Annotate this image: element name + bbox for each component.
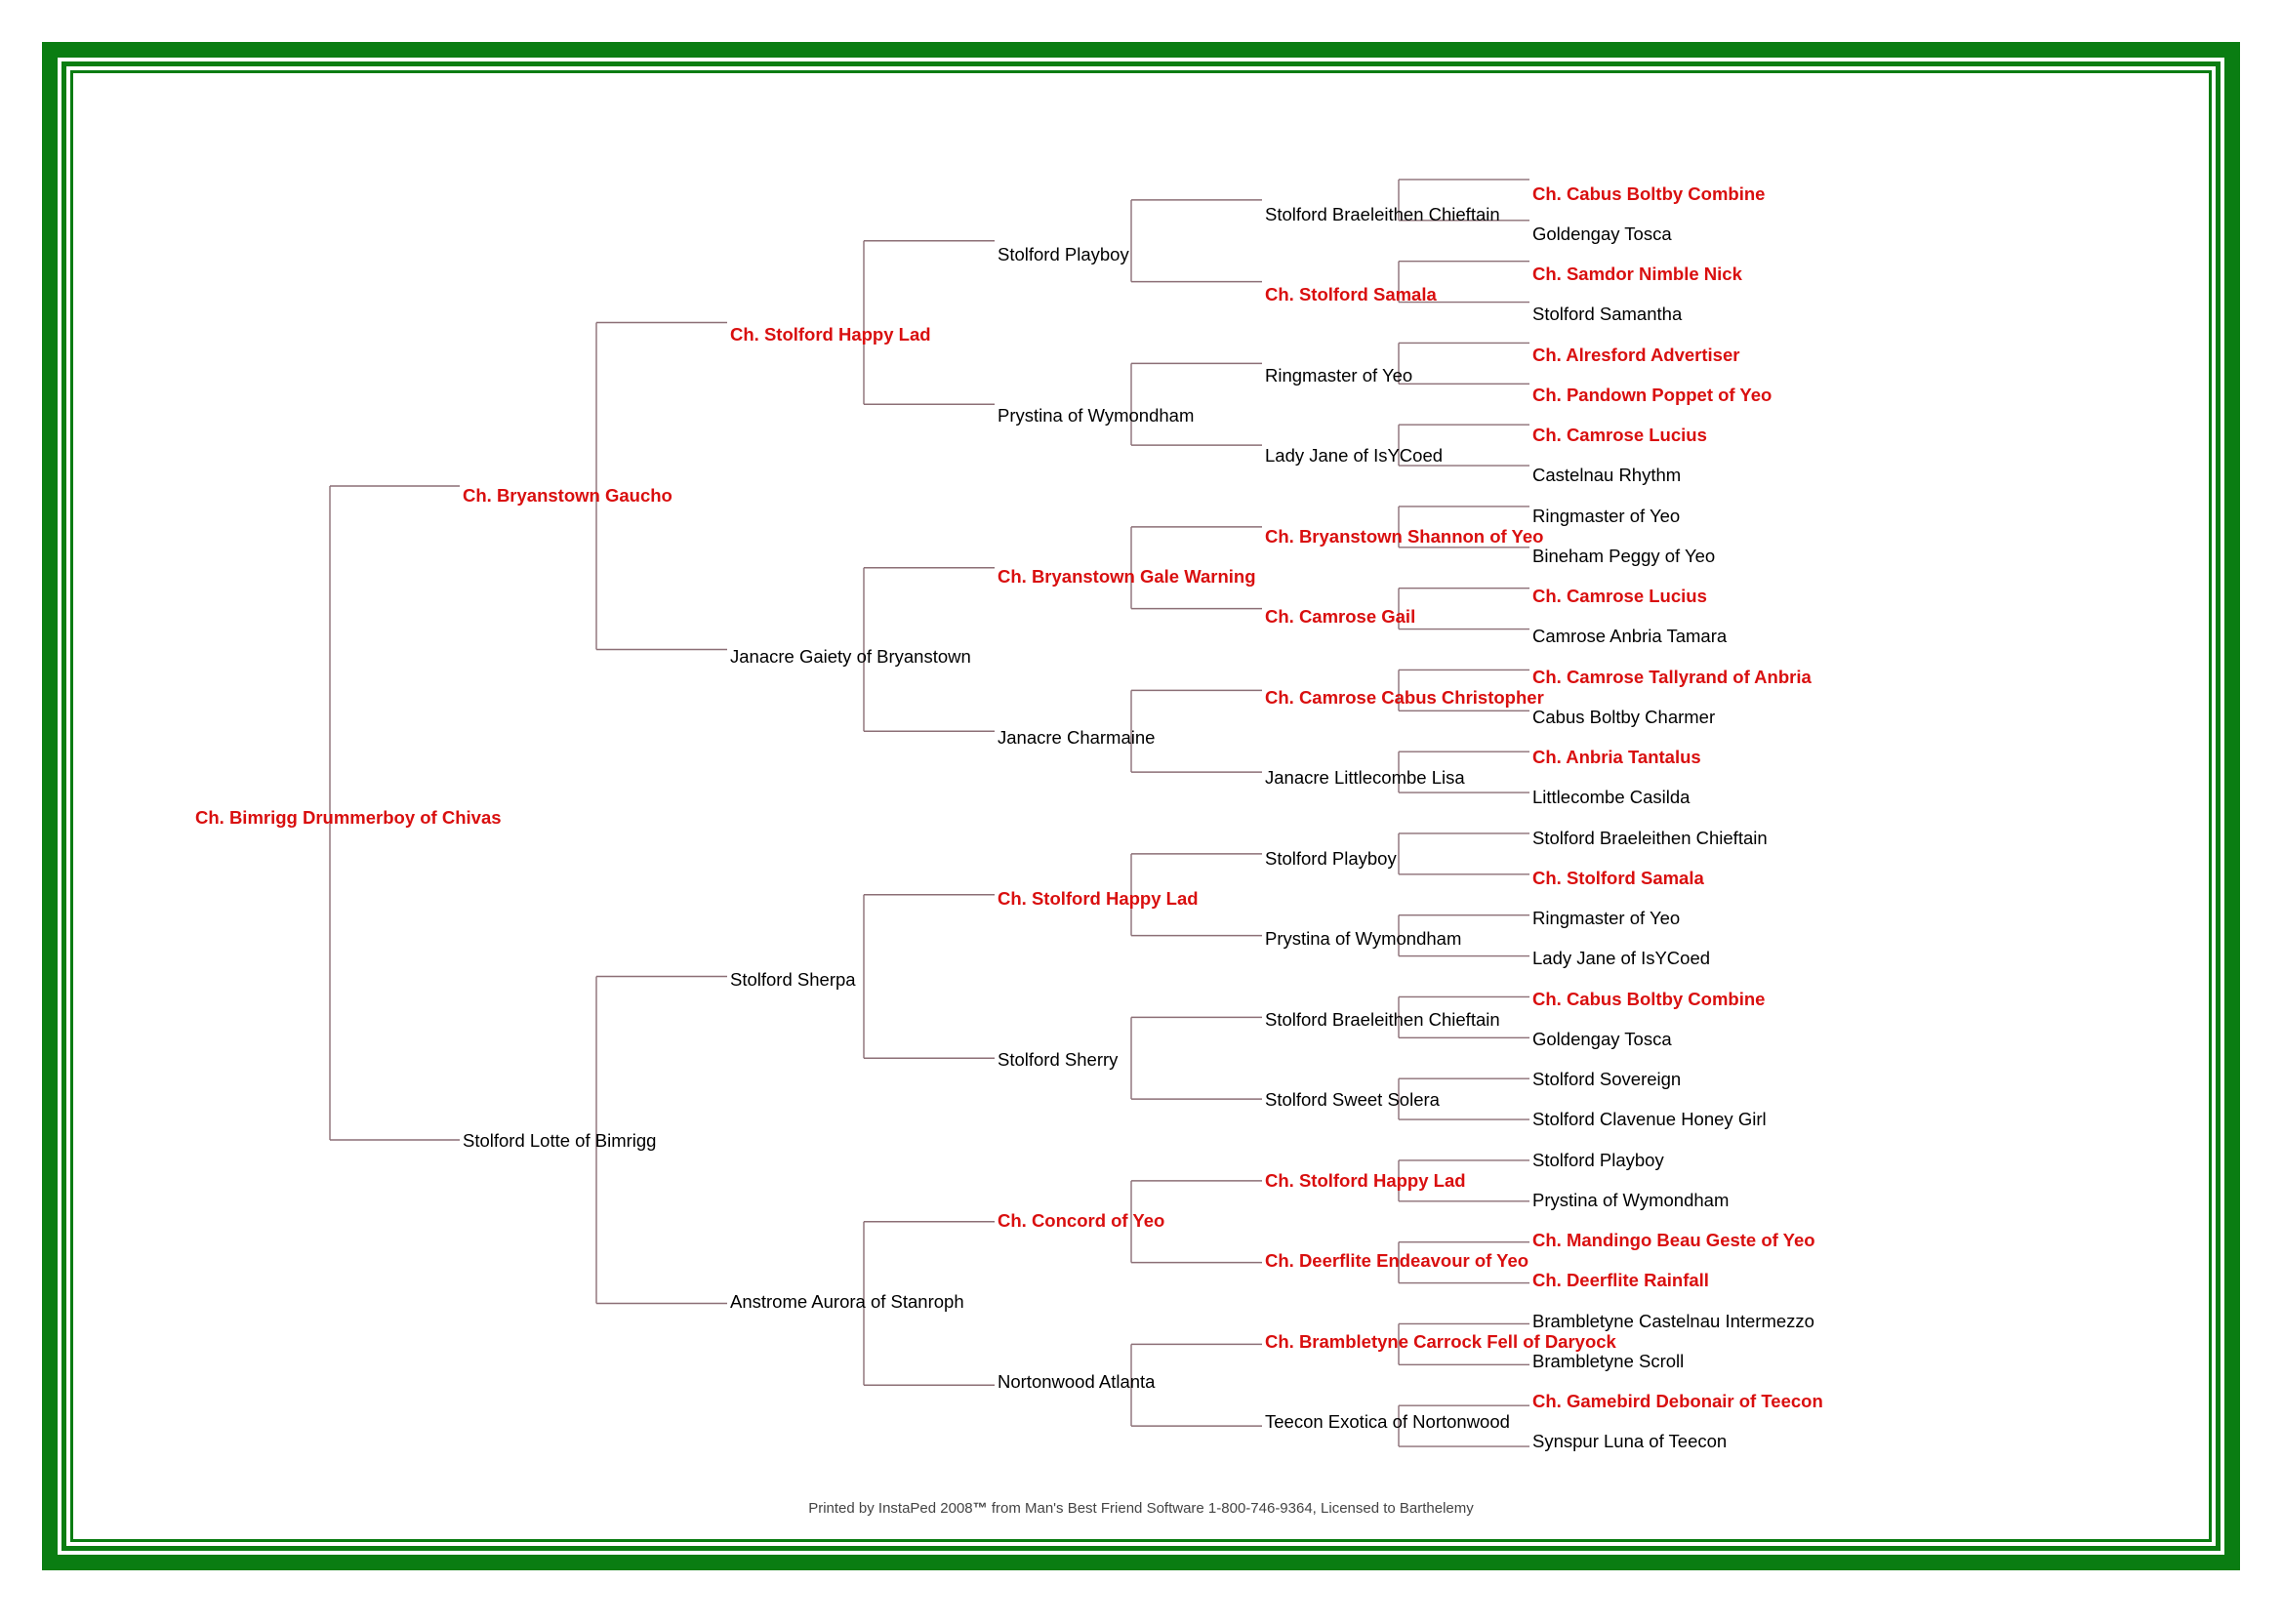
ancestor-g5-4: Lady Jane of IsYCoed <box>1265 445 1444 466</box>
ancestor-g5-13: Ch. Stolford Happy Lad <box>1265 1170 1466 1191</box>
ancestor-g6-19: Ringmaster of Yeo <box>1532 908 1681 928</box>
ancestor-g5-12: Stolford Sweet Solera <box>1265 1089 1440 1110</box>
ancestor-g6-14: Cabus Boltby Charmer <box>1532 707 1716 727</box>
ancestor-g5-2: Ch. Stolford Samala <box>1265 284 1437 304</box>
ancestor-g5-7: Ch. Camrose Cabus Christopher <box>1265 687 1544 708</box>
ancestor-g6-6: Ch. Pandown Poppet of Yeo <box>1532 385 1773 405</box>
subject-dog: Ch. Bimrigg Drummerboy of Chivas <box>195 807 502 828</box>
sire-sire: Ch. Stolford Happy Lad <box>730 324 931 345</box>
ancestor-g6-18: Ch. Stolford Samala <box>1532 868 1704 888</box>
ancestor-g4-2: Prystina of Wymondham <box>998 405 1195 426</box>
ancestor-g6-13: Ch. Camrose Tallyrand of Anbria <box>1532 667 1812 687</box>
ancestor-g6-3: Ch. Samdor Nimble Nick <box>1532 264 1742 284</box>
ancestor-g5-3: Ringmaster of Yeo <box>1265 365 1413 386</box>
ancestor-g6-29: Brambletyne Castelnau Intermezzo <box>1532 1311 1814 1331</box>
ancestor-g6-16: Littlecombe Casilda <box>1532 787 1691 807</box>
ancestor-g6-20: Lady Jane of IsYCoed <box>1532 948 1711 968</box>
ancestor-g6-2: Goldengay Tosca <box>1532 223 1672 244</box>
footer-text-before: Printed by InstaPed 2008 <box>808 1500 973 1517</box>
ancestor-g5-10: Prystina of Wymondham <box>1265 928 1462 949</box>
ancestor-g5-9: Stolford Playboy <box>1265 848 1397 869</box>
dam: Stolford Lotte of Bimrigg <box>463 1130 657 1151</box>
ancestor-g5-16: Teecon Exotica of Nortonwood <box>1265 1411 1510 1432</box>
sire: Ch. Bryanstown Gaucho <box>463 485 672 506</box>
ancestor-g6-10: Bineham Peggy of Yeo <box>1532 546 1716 566</box>
ancestor-g4-6: Stolford Sherry <box>998 1049 1119 1070</box>
ancestor-g4-5: Ch. Stolford Happy Lad <box>998 888 1199 909</box>
ancestor-g4-4: Janacre Charmaine <box>998 727 1156 748</box>
ancestor-g4-1: Stolford Playboy <box>998 244 1129 264</box>
ancestor-g6-8: Castelnau Rhythm <box>1532 465 1682 485</box>
ancestor-g6-27: Ch. Mandingo Beau Geste of Yeo <box>1532 1230 1815 1250</box>
footer-trademark: ™ <box>972 1500 988 1517</box>
ancestor-g5-15: Ch. Brambletyne Carrock Fell of Daryock <box>1265 1331 1616 1352</box>
ancestor-g6-24: Stolford Clavenue Honey Girl <box>1532 1109 1767 1129</box>
ancestor-g6-5: Ch. Alresford Advertiser <box>1532 345 1740 365</box>
ancestor-g6-32: Synspur Luna of Teecon <box>1532 1431 1728 1451</box>
ancestor-g5-5: Ch. Bryanstown Shannon of Yeo <box>1265 526 1544 547</box>
ancestor-g6-22: Goldengay Tosca <box>1532 1029 1672 1049</box>
ancestor-g5-1: Stolford Braeleithen Chieftain <box>1265 204 1500 224</box>
ancestor-g5-11: Stolford Braeleithen Chieftain <box>1265 1009 1500 1030</box>
ancestor-g6-23: Stolford Sovereign <box>1532 1069 1682 1089</box>
ancestor-g6-9: Ringmaster of Yeo <box>1532 506 1681 526</box>
ancestor-g6-28: Ch. Deerflite Rainfall <box>1532 1270 1709 1290</box>
dam-sire: Stolford Sherpa <box>730 969 856 990</box>
ancestor-g6-30: Brambletyne Scroll <box>1532 1351 1685 1371</box>
ancestor-g5-8: Janacre Littlecombe Lisa <box>1265 767 1465 788</box>
ancestor-g6-15: Ch. Anbria Tantalus <box>1532 747 1701 767</box>
ancestor-g6-25: Stolford Playboy <box>1532 1150 1664 1170</box>
ancestor-g6-12: Camrose Anbria Tamara <box>1532 626 1728 646</box>
ancestor-g6-31: Ch. Gamebird Debonair of Teecon <box>1532 1391 1823 1411</box>
ancestor-g6-26: Prystina of Wymondham <box>1532 1190 1730 1210</box>
ancestor-g4-8: Nortonwood Atlanta <box>998 1371 1156 1392</box>
ancestor-g4-3: Ch. Bryanstown Gale Warning <box>998 566 1256 587</box>
ancestor-g6-17: Stolford Braeleithen Chieftain <box>1532 828 1768 848</box>
ancestor-g6-11: Ch. Camrose Lucius <box>1532 586 1707 606</box>
ancestor-g6-1: Ch. Cabus Boltby Combine <box>1532 183 1766 204</box>
dam-dam: Anstrome Aurora of Stanroph <box>730 1291 964 1312</box>
footer-credit <box>0 1500 2282 1517</box>
ancestor-g6-21: Ch. Cabus Boltby Combine <box>1532 989 1766 1009</box>
ancestor-g6-7: Ch. Camrose Lucius <box>1532 425 1707 445</box>
ancestor-g6-4: Stolford Samantha <box>1532 304 1683 324</box>
footer-text-after: from Man's Best Friend Software 1-800-746-9364, Licensed to Barthelemy <box>987 1500 1474 1517</box>
sire-dam: Janacre Gaiety of Bryanstown <box>730 646 971 667</box>
ancestor-g5-6: Ch. Camrose Gail <box>1265 606 1416 627</box>
ancestor-g5-14: Ch. Deerflite Endeavour of Yeo <box>1265 1250 1529 1271</box>
ancestor-g4-7: Ch. Concord of Yeo <box>998 1210 1165 1231</box>
